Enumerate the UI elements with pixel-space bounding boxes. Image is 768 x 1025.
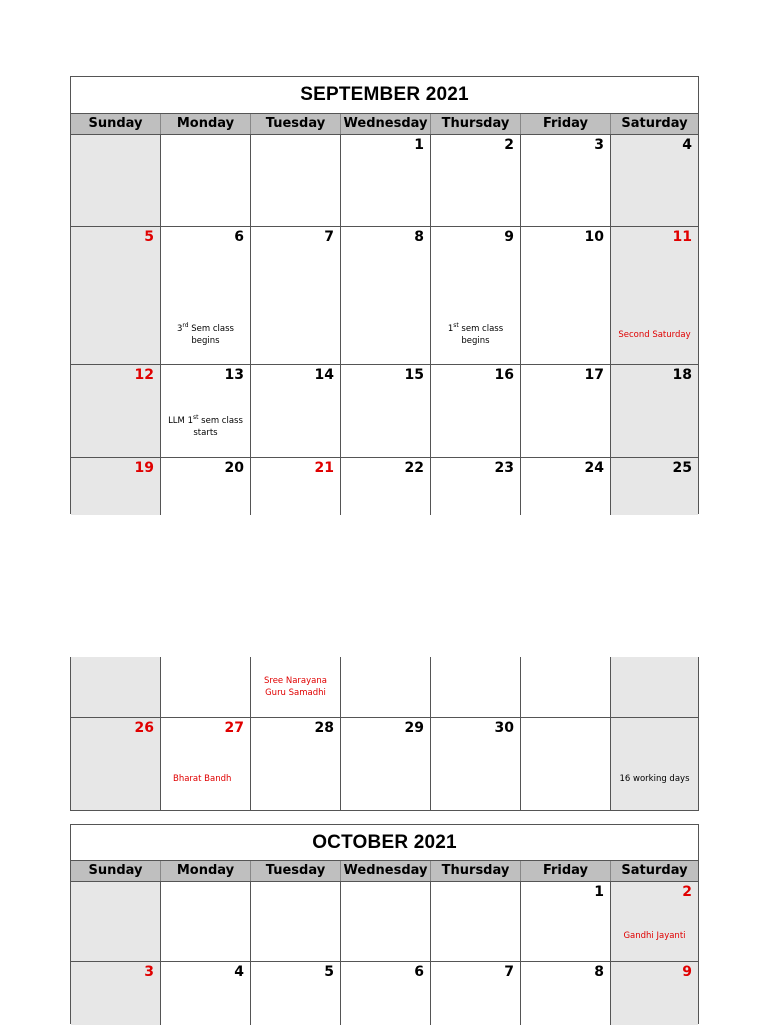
day-cell: [431, 227, 521, 364]
day-cell: [341, 458, 431, 515]
weekday-monday: Monday: [161, 861, 251, 881]
note-text: begins: [461, 336, 490, 346]
day-cell: [431, 882, 521, 961]
note-text: Guru Samadhi: [265, 688, 326, 698]
event-note: [433, 323, 518, 347]
day-cell: [431, 365, 521, 457]
day-number: 8: [594, 964, 604, 980]
day-number: 4: [234, 964, 244, 980]
september-calendar: [70, 76, 699, 514]
event-note: [163, 415, 248, 439]
day-number: 28: [314, 720, 334, 736]
day-cell: [71, 458, 161, 515]
day-number: 17: [584, 367, 604, 383]
weekday-wednesday: Wednesday: [341, 861, 431, 881]
week-row: [71, 962, 698, 1025]
day-cell: [71, 718, 161, 810]
day-number: 1: [414, 137, 424, 153]
day-cell: [521, 458, 611, 515]
note-text: sem class: [198, 416, 243, 426]
day-number: 23: [494, 460, 514, 476]
day-cell: [251, 135, 341, 226]
day-number: 7: [504, 964, 514, 980]
week-row: [71, 227, 698, 365]
day-number: 2: [682, 884, 692, 900]
day-cell: [341, 135, 431, 226]
day-cell: [161, 718, 251, 810]
day-cell: [71, 657, 161, 717]
month-title: OCTOBER 2021: [312, 832, 457, 853]
day-cell: [251, 882, 341, 961]
day-cell: [161, 365, 251, 457]
day-number: 20: [224, 460, 244, 476]
note-superscript: st: [192, 414, 199, 422]
week-row: [71, 458, 698, 515]
day-number: 13: [224, 367, 244, 383]
day-cell: [161, 962, 251, 1025]
day-number: 18: [672, 367, 692, 383]
note-text: LLM 1: [168, 416, 193, 426]
day-cell: [251, 962, 341, 1025]
day-cell: [71, 882, 161, 961]
weekday-saturday: Saturday: [621, 863, 688, 878]
day-cell: [341, 227, 431, 364]
day-number: 3: [144, 964, 154, 980]
event-note: [163, 323, 248, 347]
day-cell: [251, 365, 341, 457]
day-number: 26: [134, 720, 154, 736]
note-superscript: st: [453, 322, 459, 330]
day-cell: [521, 135, 611, 226]
day-cell: [521, 365, 611, 457]
day-number: 3: [594, 137, 604, 153]
day-cell: [341, 365, 431, 457]
holiday-note: [253, 675, 338, 699]
day-cell: [521, 882, 611, 961]
weekday-saturday: Saturday: [621, 116, 688, 131]
day-cell: [611, 882, 698, 961]
weekday-wednesday: Wednesday: [341, 114, 431, 134]
holiday-note: Bharat Bandh: [173, 774, 232, 784]
weekday-thursday: Thursday: [431, 114, 521, 134]
day-number: 2: [504, 137, 514, 153]
weekday-header-row: [71, 113, 698, 135]
day-cell: [341, 718, 431, 810]
weekday-header-row: [71, 860, 698, 882]
weekday-sunday: Sunday: [71, 861, 161, 881]
day-cell: [161, 882, 251, 961]
day-cell: [161, 458, 251, 515]
note-text: begins: [191, 336, 220, 346]
month-title: SEPTEMBER 2021: [300, 84, 469, 105]
day-number: 5: [144, 229, 154, 245]
day-cell: [161, 135, 251, 226]
weekday-sunday: Sunday: [71, 114, 161, 134]
day-number: 4: [682, 137, 692, 153]
day-cell: [611, 365, 698, 457]
day-number: 9: [682, 964, 692, 980]
day-number: 27: [224, 720, 244, 736]
week-row: [71, 718, 698, 811]
day-number: 1: [594, 884, 604, 900]
holiday-note: Second Saturday: [618, 330, 691, 340]
day-cell: [431, 657, 521, 717]
week-row: [71, 135, 698, 227]
day-cell: [431, 135, 521, 226]
day-number: 8: [414, 229, 424, 245]
day-cell: [71, 962, 161, 1025]
day-cell: [611, 718, 698, 810]
day-cell: [611, 657, 698, 717]
october-calendar: [70, 824, 699, 1024]
note-text: sem class: [458, 324, 504, 334]
day-cell: [431, 458, 521, 515]
day-cell: [251, 718, 341, 810]
day-cell: [251, 227, 341, 364]
day-cell: [341, 962, 431, 1025]
week-row: [71, 882, 698, 962]
day-number: 12: [134, 367, 154, 383]
day-cell: [161, 657, 251, 717]
weekday-friday: Friday: [521, 861, 611, 881]
day-number: 29: [404, 720, 424, 736]
weekday-thursday: Thursday: [431, 861, 521, 881]
day-number: 16: [494, 367, 514, 383]
day-number: 24: [584, 460, 604, 476]
day-number: 11: [672, 229, 692, 245]
note-text: Sem class: [188, 324, 234, 334]
day-number: 30: [494, 720, 514, 736]
day-cell: [341, 882, 431, 961]
day-cell: [71, 227, 161, 364]
note-text: 3: [176, 324, 183, 334]
day-number: 7: [324, 229, 334, 245]
note-text: starts: [193, 428, 218, 438]
week-row: [71, 365, 698, 458]
working-days-note: 16 working days: [619, 774, 690, 784]
day-number: 19: [134, 460, 154, 476]
day-number: 6: [414, 964, 424, 980]
day-cell: [71, 135, 161, 226]
day-number: 14: [314, 367, 334, 383]
day-cell: [431, 962, 521, 1025]
day-number: 25: [672, 460, 692, 476]
day-cell: [611, 962, 698, 1025]
note-text: Sree Narayana: [264, 676, 327, 686]
day-number: 10: [584, 229, 604, 245]
day-number: 21: [314, 460, 334, 476]
day-cell: [251, 657, 341, 717]
day-cell: [431, 718, 521, 810]
day-cell: [611, 458, 698, 515]
weekday-monday: Monday: [161, 114, 251, 134]
day-number: 15: [404, 367, 424, 383]
day-cell: [521, 227, 611, 364]
day-cell: [71, 365, 161, 457]
note-superscript: rd: [182, 322, 189, 330]
day-cell: [611, 227, 698, 364]
weekday-friday: Friday: [521, 114, 611, 134]
day-cell: [521, 718, 611, 810]
day-cell: [341, 657, 431, 717]
september-calendar-continued: [70, 657, 699, 811]
day-number: 22: [404, 460, 424, 476]
day-cell: [251, 458, 341, 515]
weekday-tuesday: Tuesday: [251, 861, 341, 881]
note-text: 1: [447, 324, 454, 334]
week-row: [71, 657, 698, 718]
day-number: 5: [324, 964, 334, 980]
holiday-note: Gandhi Jayanti: [623, 931, 686, 941]
day-cell: [521, 962, 611, 1025]
day-number: 6: [234, 229, 244, 245]
weekday-tuesday: Tuesday: [251, 114, 341, 134]
day-cell: [521, 657, 611, 717]
day-cell: [161, 227, 251, 364]
day-number: 9: [504, 229, 514, 245]
day-cell: [611, 135, 698, 226]
